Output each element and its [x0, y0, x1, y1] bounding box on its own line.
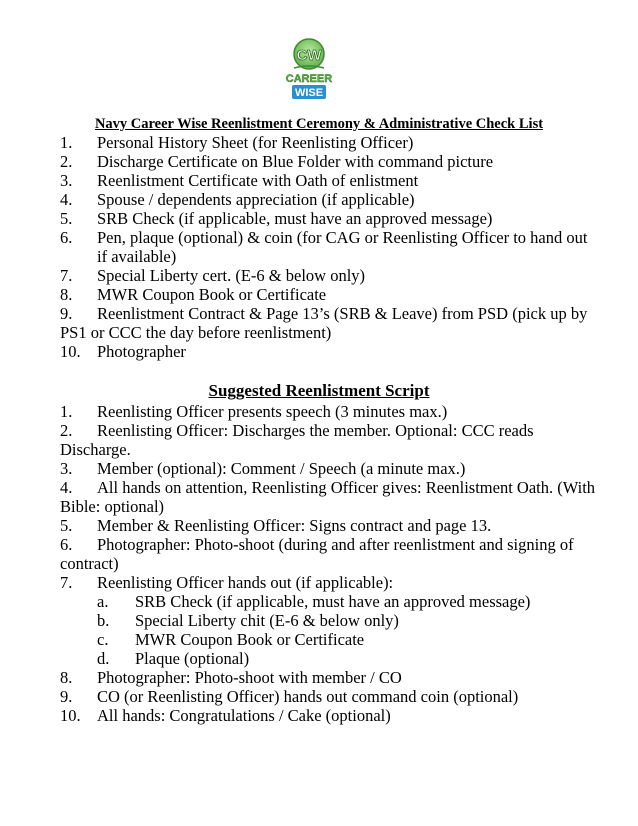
item-number: 3. [60, 459, 73, 478]
script-item [60, 478, 600, 516]
checklist-item [60, 209, 600, 228]
script-item [60, 573, 600, 668]
subitem-text: MWR Coupon Book or Certificate [135, 630, 365, 649]
script-subitem [60, 611, 600, 630]
item-number: 4. [60, 478, 73, 497]
item-text: Reenlistment Certificate with Oath of enlistment [97, 171, 419, 190]
item-number: 9. [60, 687, 73, 706]
item-number: 5. [60, 516, 73, 535]
subitem-letter: c. [97, 630, 109, 649]
checklist-item [60, 133, 600, 152]
subitem-text: SRB Check (if applicable, must have an approved message) [135, 592, 531, 611]
subitem-text: Plaque (optional) [135, 649, 250, 668]
checklist-item [60, 171, 600, 190]
item-text: Reenlisting Officer: Discharges the member. Optional: CCC reads Discharge. [60, 421, 534, 459]
item-text: Photographer: Photo-shoot (during and after reenlistment and signing of contract) [60, 535, 574, 573]
item-number: 1. [60, 133, 73, 152]
svg-text:CAREER: CAREER [285, 73, 333, 85]
item-number: 1. [60, 402, 73, 421]
item-text: SRB Check (if applicable, must have an approved message) [97, 209, 493, 228]
checklist-item [60, 266, 600, 285]
item-number: 10. [60, 706, 81, 725]
item-number: 4. [60, 190, 73, 209]
item-number: 8. [60, 285, 73, 304]
script-item [60, 668, 600, 687]
item-number: 2. [60, 152, 73, 171]
item-text: Reenlistment Contract & Page 13’s (SRB & Leave) from PSD (pick up by PS1 or CCC the day before reenlistment) [60, 304, 588, 342]
item-text: Member (optional): Comment / Speech (a minute max.) [97, 459, 466, 478]
item-number: 7. [60, 266, 73, 285]
subitem-letter: b. [97, 611, 110, 630]
item-text: All hands on attention, Reenlisting Officer gives: Reenlistment Oath. (With Bible: optional) [60, 478, 596, 516]
script-item [60, 535, 600, 573]
item-number: 7. [60, 573, 73, 592]
script-list [60, 402, 600, 725]
script-item [60, 706, 600, 725]
script-item [60, 516, 600, 535]
item-number: 9. [60, 304, 73, 323]
item-text: Personal History Sheet (for Reenlisting Officer) [97, 133, 414, 152]
item-number: 6. [60, 228, 73, 247]
item-text: All hands: Congratulations / Cake (optional) [97, 706, 391, 725]
script-item [60, 687, 600, 706]
item-text: Reenlisting Officer hands out (if applicable): [97, 573, 394, 592]
script-item [60, 402, 600, 421]
item-text: Spouse / dependents appreciation (if applicable) [97, 190, 415, 209]
checklist-title: Navy Career Wise Reenlistment Ceremony & Administrative Check List [94, 116, 544, 132]
item-number: 5. [60, 209, 73, 228]
item-text: Special Liberty cert. (E-6 & below only) [97, 266, 366, 285]
checklist-item [60, 285, 600, 304]
item-number: 6. [60, 535, 73, 554]
item-number: 3. [60, 171, 73, 190]
script-item [60, 459, 600, 478]
subitem-letter: d. [97, 649, 110, 668]
item-text: Photographer [97, 342, 186, 361]
script-item [60, 421, 600, 459]
checklist-item [60, 152, 600, 171]
script-subitem [60, 649, 600, 668]
item-text: Pen, plaque (optional) & coin (for CAG or Reenlisting Officer to hand out if available) [97, 228, 588, 266]
item-text: Photographer: Photo-shoot with member / CO [97, 668, 402, 687]
subitem-text: Special Liberty chit (E-6 & below only) [135, 611, 399, 630]
checklist-item [60, 304, 600, 342]
career-wise-logo [280, 36, 338, 102]
checklist-item [60, 342, 600, 361]
script-sublist [60, 592, 600, 668]
svg-text:CW: CW [296, 47, 322, 64]
svg-text:WISE: WISE [294, 87, 324, 99]
script-subitem [60, 592, 600, 611]
item-text: Member & Reenlisting Officer: Signs contract and page 13. [97, 516, 492, 535]
item-text: Reenlisting Officer presents speech (3 minutes max.) [97, 402, 448, 421]
item-text: MWR Coupon Book or Certificate [97, 285, 327, 304]
item-number: 8. [60, 668, 73, 687]
item-text: CO (or Reenlisting Officer) hands out command coin (optional) [97, 687, 519, 706]
script-title: Suggested Reenlistment Script [208, 381, 430, 400]
script-subitem [60, 630, 600, 649]
item-number: 10. [60, 342, 81, 361]
subitem-letter: a. [97, 592, 109, 611]
item-text: Discharge Certificate on Blue Folder with command picture [97, 152, 494, 171]
item-number: 2. [60, 421, 73, 440]
checklist-item [60, 190, 600, 209]
checklist-item [60, 228, 600, 266]
checklist [60, 133, 600, 361]
